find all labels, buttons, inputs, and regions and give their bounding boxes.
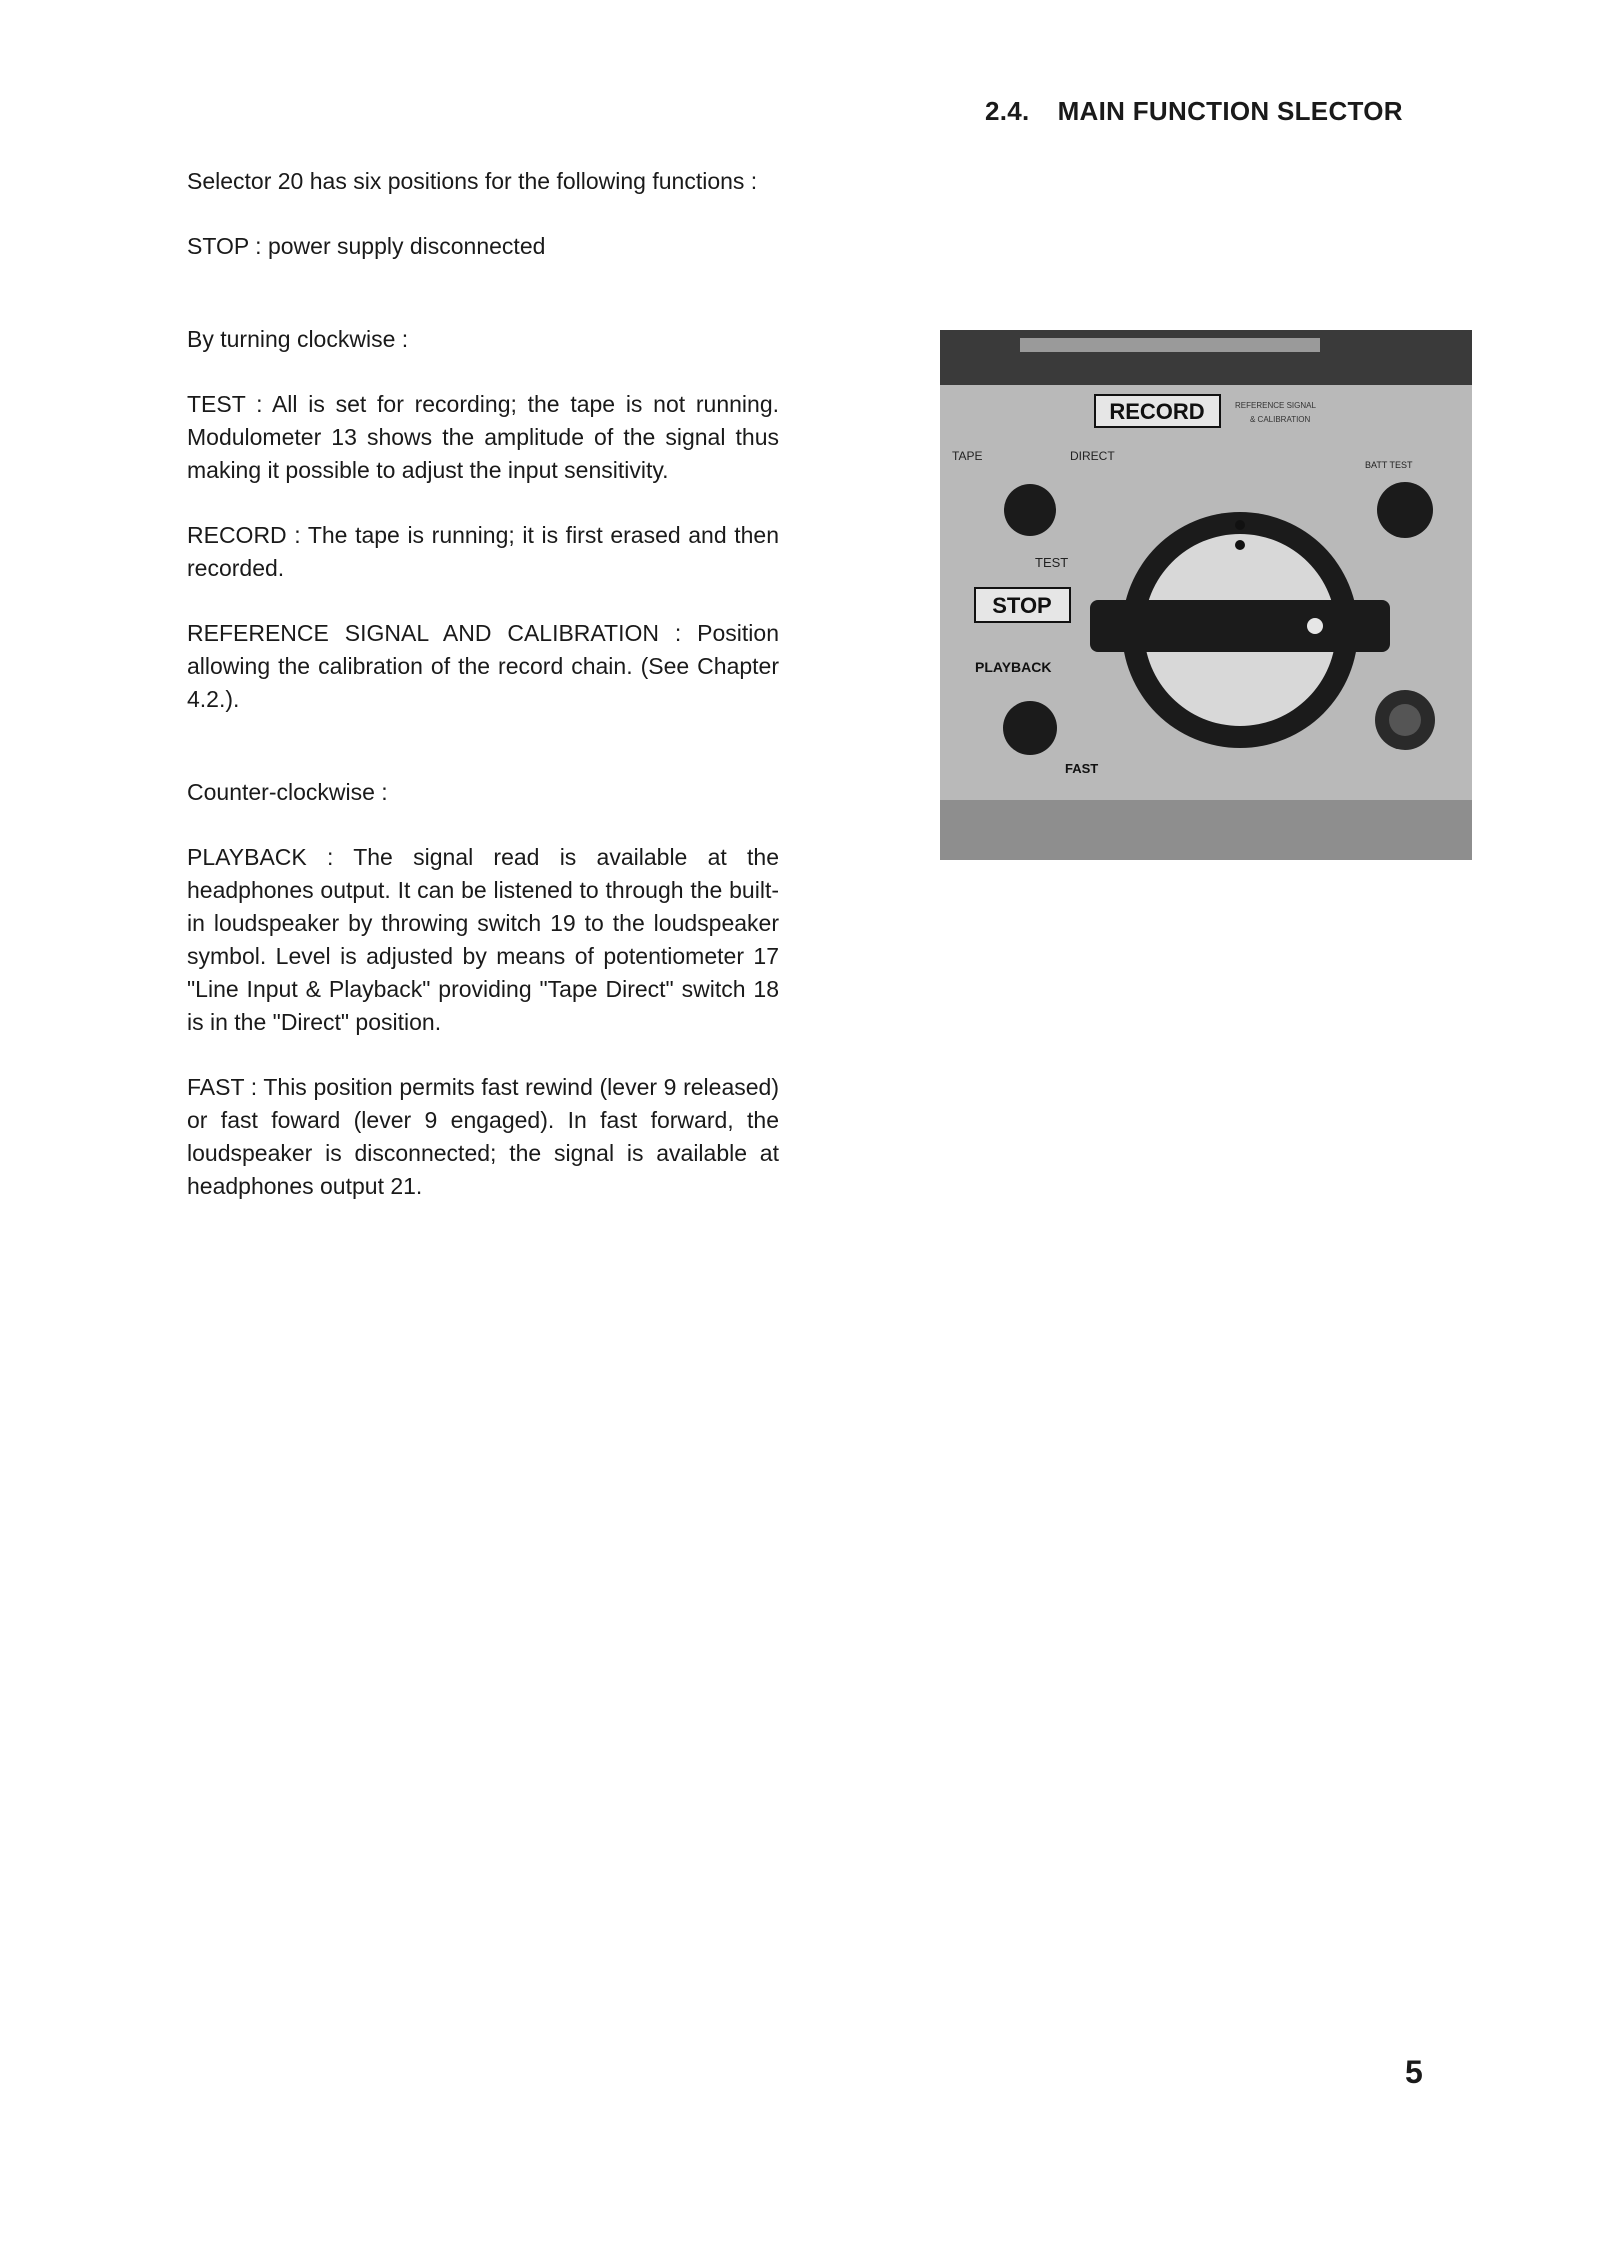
fast-paragraph: FAST : This position permits fast rewind (lever 9 released) or fast foward (lever 9 engaged). In fast forward, the loudspeaker is disconnected; the signal is available at headphones output 21. — [187, 1074, 779, 1199]
photo-batt-test-label: BATT TEST — [1365, 460, 1413, 470]
stop-paragraph: STOP : power supply disconnected — [187, 233, 546, 259]
tape-direct-knob — [1004, 484, 1056, 536]
photo-reference-label: REFERENCE SIGNAL — [1235, 401, 1316, 410]
test-paragraph: TEST : All is set for recording; the tape is not running. Modulometer 13 shows the amplitude of the signal thus making it possible to adjust the input sensitivity. — [187, 391, 779, 483]
photo-stop-label: STOP — [992, 593, 1052, 618]
section-title: MAIN FUNCTION SLECTOR — [1057, 96, 1403, 126]
counter-clockwise-paragraph: Counter-clockwise : — [187, 779, 388, 805]
selector-lever — [1090, 600, 1390, 652]
reference-paragraph: REFERENCE SIGNAL AND CALIBRATION : Position allowing the calibration of the record chain. (See Chapter 4.2.). — [187, 620, 779, 712]
photo-fast-label: FAST — [1065, 761, 1099, 776]
selector-photo — [940, 330, 1472, 860]
photo-record-label: RECORD — [1109, 399, 1205, 424]
photo-test-label: TEST — [1035, 555, 1069, 570]
playback-level-knob — [1003, 701, 1057, 755]
photo-tape-label: TAPE — [952, 449, 983, 463]
text-column — [187, 165, 779, 1235]
photo-direct-label: DIRECT — [1070, 449, 1115, 463]
section-heading — [985, 96, 1403, 127]
record-paragraph: RECORD : The tape is running; it is first erased and then recorded. — [187, 522, 779, 581]
playback-paragraph: PLAYBACK : The signal read is available at the headphones output. It can be listened to through the built-in loudspeaker by throwing switch 19 to the loudspeaker symbol. Level is adjusted by means of potentiometer 17 "Line Input & Playback" providing "Tape Direct" switch 18 is in the "Direct" position. — [187, 844, 779, 1035]
photo-playback-label: PLAYBACK — [975, 659, 1052, 675]
page-number: 5 — [1405, 2054, 1423, 2090]
batt-test-knob — [1377, 482, 1433, 538]
photo-calibration-label: & CALIBRATION — [1250, 415, 1311, 424]
clockwise-paragraph: By turning clockwise : — [187, 326, 409, 352]
section-number: 2.4. — [985, 96, 1030, 126]
intro-paragraph: Selector 20 has six positions for the following functions : — [187, 168, 758, 194]
